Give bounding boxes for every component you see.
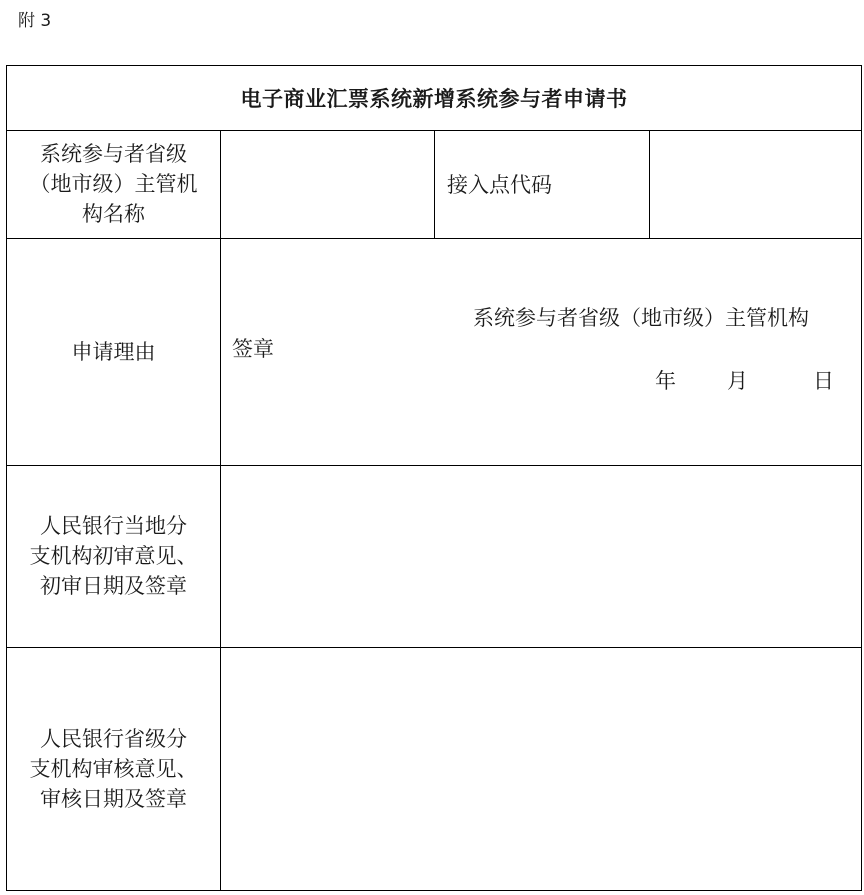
label-line: 系统参与者省级	[40, 142, 187, 166]
access-point-code-label: 接入点代码	[447, 173, 552, 197]
divider	[649, 130, 650, 238]
label-line: 人民银行当地分	[40, 514, 187, 538]
signature-org-text: 系统参与者省级（地市级）主管机构	[473, 306, 809, 330]
application-reason-label: 申请理由	[71, 339, 156, 364]
date-year: 年	[655, 369, 676, 393]
label-line: 审核日期及签章	[40, 787, 187, 811]
signature-text: 签章	[232, 337, 274, 361]
label-line: 人民银行省级分	[40, 727, 187, 751]
application-form	[6, 65, 862, 891]
divider	[434, 130, 435, 238]
supervisor-name-label	[7, 130, 220, 238]
divider	[220, 130, 221, 890]
label-line: 支机构审核意见、	[29, 757, 198, 781]
date-day: 日	[813, 369, 834, 393]
label-line: 构名称	[82, 202, 145, 226]
annex-label: 附 3	[18, 11, 52, 31]
label-line: （地市级）主管机	[29, 172, 198, 196]
provincial-branch-review-label	[7, 647, 220, 891]
label-line: 初审日期及签章	[40, 574, 187, 598]
label-line: 支机构初审意见、	[29, 544, 198, 568]
local-branch-review-label	[7, 465, 220, 647]
date-month: 月	[727, 369, 748, 393]
form-title: 电子商业汇票系统新增系统参与者申请书	[240, 87, 628, 111]
